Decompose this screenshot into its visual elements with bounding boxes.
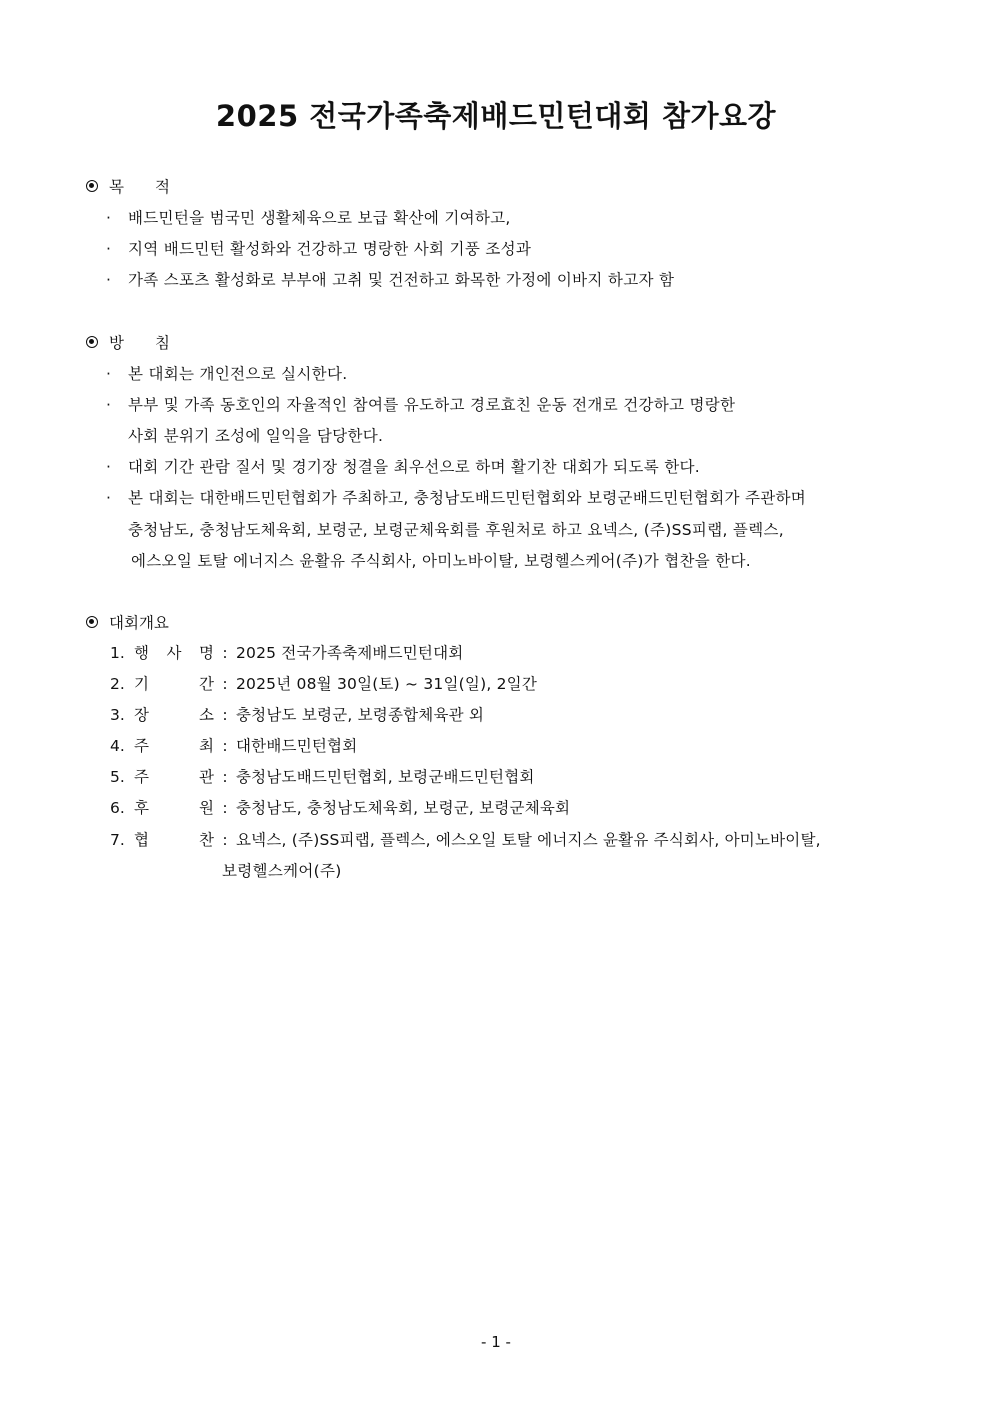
page-number: - 1 - <box>481 1333 511 1351</box>
list-item: · 배드민턴을 범국민 생활체육으로 보급 확산에 기여하고, <box>106 209 511 227</box>
overview-value: 충청남도배드민턴협회, 보령군배드민턴협회 <box>236 768 535 786</box>
bullet-dot: · <box>106 209 112 227</box>
overview-label: 주 최 <box>134 737 214 755</box>
overview-value: 충청남도 보령군, 보령종합체육관 외 <box>236 706 485 724</box>
list-item: · 본 대회는 개인전으로 실시한다. <box>106 365 348 383</box>
overview-value: 대한배드민턴협회 <box>236 737 358 755</box>
bullet-dot: · <box>106 396 112 414</box>
bullet-dot: · <box>106 458 112 476</box>
list-item-continuation: 충청남도, 충청남도체육회, 보령군, 보령군체육회를 후원처로 하고 요넥스, (주)SS피랩, 플렉스, <box>128 521 784 539</box>
section-heading-label: 대회개요 <box>109 614 169 632</box>
overview-row-sponsor: 6. 후 원 : 충청남도, 충청남도체육회, 보령군, 보령군체육회 <box>110 799 571 817</box>
overview-row-organizer: 5. 주 관 : 충청남도배드민턴협회, 보령군배드민턴협회 <box>110 768 535 786</box>
circle-bullet-icon <box>86 336 98 348</box>
circle-bullet-icon <box>86 180 98 192</box>
overview-label: 주 관 <box>134 768 214 786</box>
list-item-continuation: 에스오일 토탈 에너지스 윤활유 주식회사, 아미노바이탈, 보령헬스케어(주)가 협찬을 한다. <box>131 552 752 570</box>
overview-row-period: 2. 기 간 : 2025년 08월 30일(토) ~ 31일(일), 2일간 <box>110 675 537 693</box>
overview-row-host: 4. 주 최 : 대한배드민턴협회 <box>110 737 358 755</box>
list-item: · 가족 스포츠 활성화로 부부애 고취 및 건전하고 화목한 가정에 이바지 하고자 함 <box>106 271 675 289</box>
overview-row-cosponsor: 7. 협 찬 : 요넥스, (주)SS피랩, 플렉스, 에스오일 토탈 에너지스 윤활유 주식회사, 아미노바이탈, <box>110 831 821 849</box>
list-item: · 본 대회는 대한배드민턴협회가 주최하고, 충청남도배드민턴협회와 보령군배드민턴협회가 주관하며 <box>106 489 807 507</box>
overview-label: 기 간 <box>134 675 214 693</box>
overview-value: 2025년 08월 30일(토) ~ 31일(일), 2일간 <box>236 675 537 693</box>
overview-value: 충청남도, 충청남도체육회, 보령군, 보령군체육회 <box>236 799 571 817</box>
section-heading-label: 방 침 <box>109 334 170 352</box>
section-heading-label: 목 적 <box>109 178 170 196</box>
bullet-dot: · <box>106 489 112 507</box>
overview-row-venue: 3. 장 소 : 충청남도 보령군, 보령종합체육관 외 <box>110 706 485 724</box>
list-item-continuation: 사회 분위기 조성에 일익을 담당한다. <box>128 427 384 445</box>
section-heading-purpose <box>86 174 170 198</box>
list-item: · 부부 및 가족 동호인의 자율적인 참여를 유도하고 경로효친 운동 전개로 건강하고 명랑한 <box>106 396 736 414</box>
overview-value-continuation: 보령헬스케어(주) <box>222 862 342 880</box>
overview-label: 행 사 명 <box>134 644 214 662</box>
overview-value: 2025 전국가족축제배드민턴대회 <box>236 644 464 662</box>
overview-value: 요넥스, (주)SS피랩, 플렉스, 에스오일 토탈 에너지스 윤활유 주식회사, 아미노바이탈, <box>236 831 821 849</box>
overview-label: 장 소 <box>134 706 214 724</box>
list-item: · 대회 기간 관람 질서 및 경기장 청결을 최우선으로 하며 활기찬 대회가 되도록 한다. <box>106 458 700 476</box>
circle-bullet-icon <box>86 616 98 628</box>
page-title: 2025 전국가족축제배드민턴대회 참가요강 <box>215 99 777 133</box>
bullet-dot: · <box>106 240 112 258</box>
overview-label: 협 찬 <box>134 831 214 849</box>
overview-label: 후 원 <box>134 799 214 817</box>
list-item: · 지역 배드민턴 활성화와 건강하고 명랑한 사회 기풍 조성과 <box>106 240 532 258</box>
overview-row-event-name: 1. 행 사 명 : 2025 전국가족축제배드민턴대회 <box>110 644 464 662</box>
bullet-dot: · <box>106 365 112 383</box>
section-heading-policy <box>86 330 170 354</box>
bullet-dot: · <box>106 271 112 289</box>
section-heading-overview <box>86 610 169 634</box>
